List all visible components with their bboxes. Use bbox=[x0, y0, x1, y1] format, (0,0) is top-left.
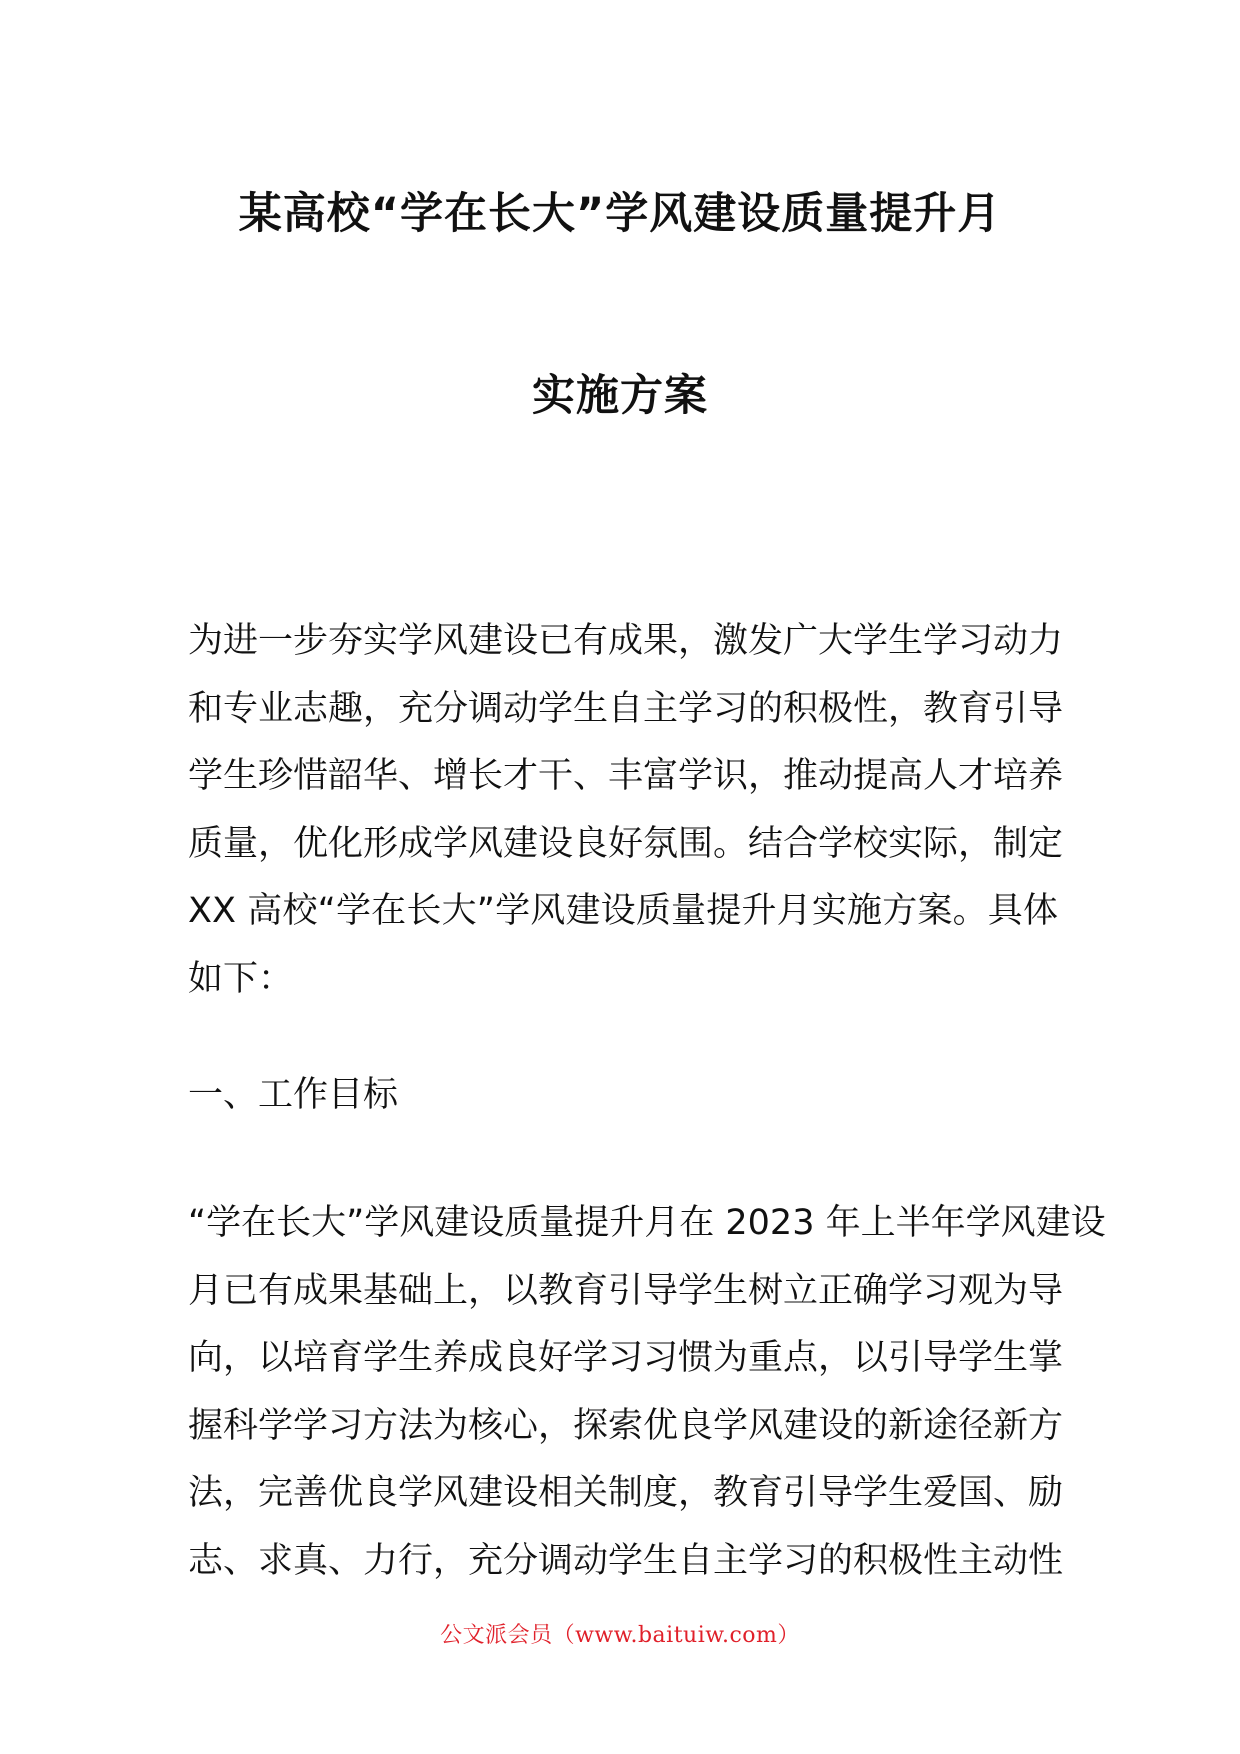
section-line: 志、求真、力行，充分调动学生自主学习的积极性主动性 bbox=[188, 1540, 1064, 1581]
section-line: “学在长大”学风建设质量提升月在 2023 年上半年学风建设 bbox=[188, 1203, 1106, 1243]
section-line: 月已有成果基础上，以教育引导学生树立正确学习观为导 bbox=[188, 1270, 1064, 1311]
intro-line: XX 高校“学在长大”学风建设质量提升月实施方案。具体 bbox=[188, 891, 1058, 931]
intro-line: 如下： bbox=[188, 958, 294, 999]
section-line: 法，完善优良学风建设相关制度，教育引导学生爱国、励 bbox=[188, 1473, 1064, 1513]
section-line: 握科学学习方法为核心，探索优良学风建设的新途径新方 bbox=[188, 1405, 1064, 1446]
intro-paragraph bbox=[188, 608, 1064, 1013]
section-paragraph bbox=[188, 1190, 1106, 1595]
intro-line: 和专业志趣，充分调动学生自主学习的积极性，教育引导 bbox=[188, 688, 1064, 729]
footer-watermark-link[interactable]: 公文派会员（www.baituiw.com） bbox=[440, 1623, 800, 1648]
intro-line: 为进一步夯实学风建设已有成果，激发广大学生学习动力 bbox=[188, 621, 1064, 661]
section-heading-text: 一、工作目标 bbox=[188, 1075, 399, 1115]
intro-line: 质量，优化形成学风建设良好氛围。结合学校实际，制定 bbox=[188, 823, 1064, 864]
document-title-line-1: 某高校“学在长大”学风建设质量提升月 bbox=[238, 189, 1002, 239]
intro-line: 学生珍惜韶华、增长才干、丰富学识，推动提高人才培养 bbox=[188, 756, 1064, 796]
section-line: 向，以培育学生养成良好学习习惯为重点，以引导学生掌 bbox=[188, 1338, 1064, 1378]
document-title-line-2: 实施方案 bbox=[532, 371, 708, 421]
section-heading bbox=[188, 1062, 1058, 1130]
